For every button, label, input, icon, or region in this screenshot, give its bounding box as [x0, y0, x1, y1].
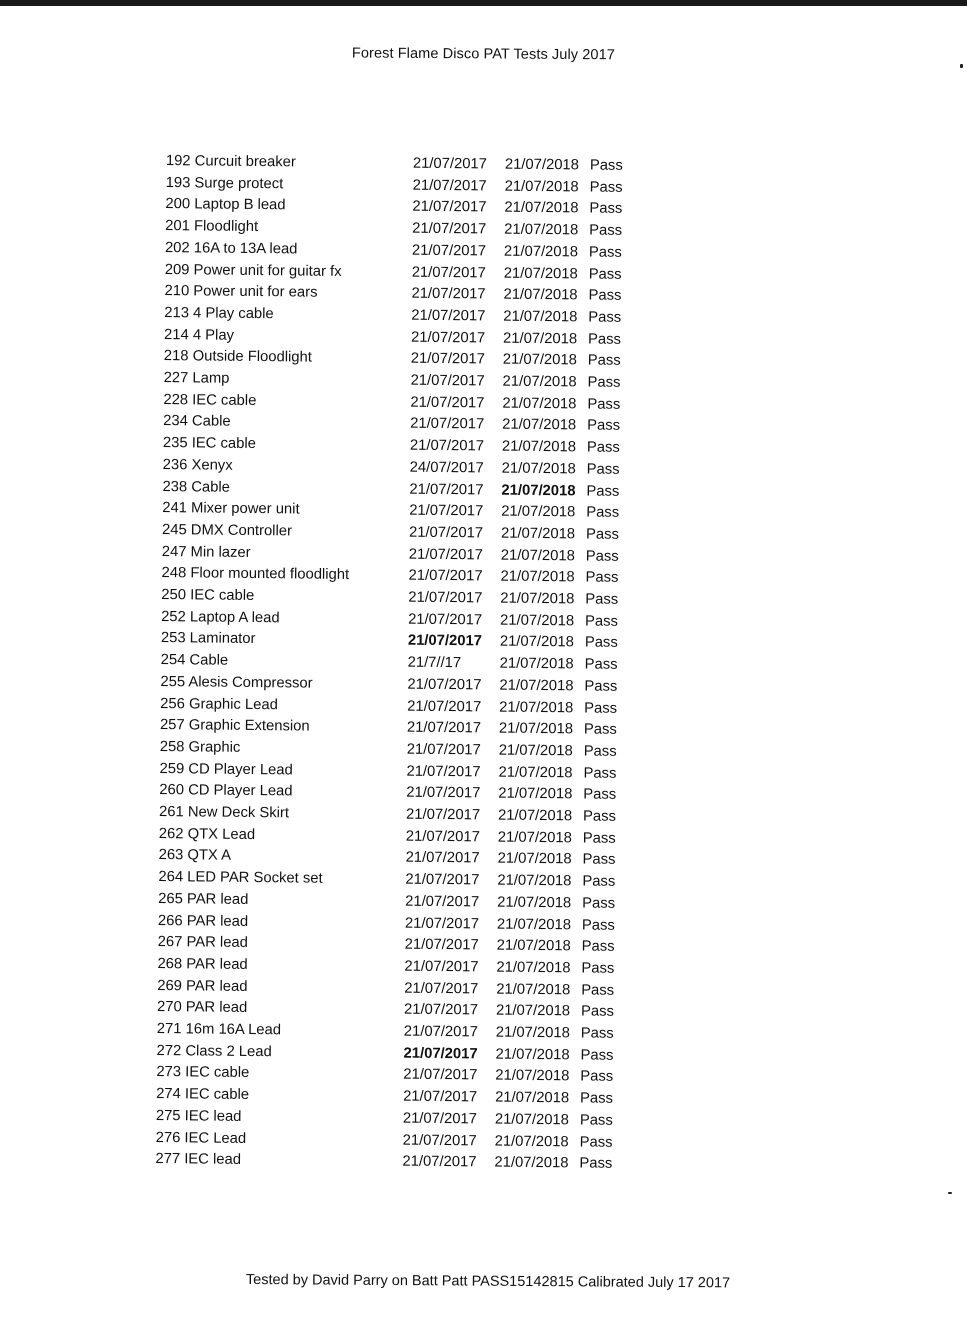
item-cell: 253 Laminator — [160, 630, 256, 648]
item-cell: 267 PAR lead — [157, 934, 249, 952]
due-date-cell: 21/07/2018 — [497, 894, 572, 912]
tested-date-cell: 21/07/2017 — [403, 1045, 478, 1063]
result-cell: Pass — [585, 569, 619, 587]
result-cell: Pass — [588, 244, 622, 261]
tested-date-cell: 21/07/2017 — [404, 936, 479, 954]
due-date-cell: 21/07/2018 — [502, 416, 577, 434]
result-cell: Pass — [588, 309, 622, 326]
tested-date-cell: 21/07/2017 — [410, 329, 486, 347]
item-cell: 245 DMX Controller — [161, 521, 293, 540]
scan-speck — [948, 1192, 952, 1194]
item-cell: 209 Power unit for guitar fx — [164, 261, 342, 280]
due-date-cell: 21/07/2018 — [499, 633, 575, 651]
result-cell: Pass — [580, 1090, 614, 1107]
item-cell: 277 IEC lead — [155, 1151, 242, 1169]
result-cell: Pass — [581, 938, 615, 955]
item-cell: 202 16A to 13A lead — [164, 239, 298, 258]
tested-date-cell: 21/07/2017 — [405, 893, 480, 911]
tested-date-cell: 21/07/2017 — [404, 915, 480, 932]
due-date-cell: 21/07/2018 — [499, 677, 574, 695]
tested-date-cell: 21/07/2017 — [404, 958, 479, 976]
tested-date-cell: 21/07/2017 — [402, 1110, 478, 1128]
result-cell: Pass — [580, 1003, 614, 1021]
item-cell: 262 QTX Lead — [158, 825, 256, 843]
tested-date-cell: 21/07/2017 — [403, 1066, 478, 1084]
item-cell: 238 Cable — [162, 478, 231, 496]
result-cell: Pass — [582, 873, 616, 890]
due-date-cell: 21/07/2018 — [500, 568, 575, 586]
result-cell: Pass — [583, 786, 617, 804]
tested-date-cell: 21/07/2017 — [409, 437, 485, 455]
due-date-cell: 21/07/2018 — [497, 850, 572, 868]
result-cell: Pass — [581, 960, 615, 977]
result-cell: Pass — [582, 851, 616, 869]
due-date-cell: 21/07/2018 — [501, 503, 576, 521]
due-date-cell: 21/07/2018 — [496, 981, 571, 998]
result-cell: Pass — [589, 200, 623, 218]
tested-date-cell: 21/07/2017 — [406, 719, 482, 737]
tested-date-cell: 21/07/2017 — [405, 806, 481, 824]
result-cell: Pass — [583, 765, 617, 782]
tested-date-cell: 21/07/2017 — [411, 307, 486, 325]
result-cell: Pass — [579, 1112, 613, 1129]
item-cell: 265 PAR lead — [158, 890, 249, 908]
due-date-cell: 21/07/2018 — [495, 1067, 570, 1085]
item-cell: 200 Laptop B lead — [165, 196, 286, 214]
tested-date-cell: 21/07/2017 — [412, 199, 487, 216]
item-cell: 192 Curcuit breaker — [165, 153, 296, 171]
result-cell: Pass — [588, 265, 622, 283]
due-date-cell: 21/07/2018 — [503, 286, 578, 304]
item-cell: 258 Graphic — [159, 738, 241, 756]
tested-date-cell: 21/07/2017 — [412, 155, 488, 173]
pat-test-list — [0, 149, 967, 1189]
due-date-cell: 21/07/2018 — [502, 351, 577, 369]
due-date-cell: 21/07/2018 — [503, 243, 579, 261]
due-date-cell: 21/07/2018 — [498, 764, 573, 781]
item-cell: 266 PAR lead — [157, 912, 249, 930]
due-date-cell: 21/07/2018 — [498, 785, 573, 803]
item-cell: 247 Min lazer — [161, 543, 251, 561]
item-cell: 241 Mixer power unit — [162, 500, 300, 518]
item-cell: 250 IEC cable — [161, 587, 255, 605]
item-cell: 236 Xenyx — [162, 456, 233, 474]
result-cell: Pass — [584, 678, 618, 695]
result-cell: Pass — [584, 634, 618, 652]
tested-date-cell: 21/07/2017 — [403, 1088, 478, 1106]
item-cell: 227 Lamp — [163, 370, 230, 387]
tested-date-cell: 21/07/2017 — [408, 611, 483, 629]
due-date-cell: 21/07/2018 — [499, 655, 574, 673]
tested-date-cell: 21/07/2017 — [410, 372, 485, 390]
tested-date-cell: 21/07/2017 — [408, 589, 483, 607]
result-cell: Pass — [587, 417, 621, 435]
tested-date-cell: 21/07/2017 — [412, 177, 487, 195]
due-date-cell: 21/07/2018 — [501, 460, 576, 478]
item-cell: 255 Alesis Compressor — [160, 673, 313, 692]
result-cell: Pass — [584, 656, 618, 673]
tested-date-cell: 21/07/2017 — [410, 394, 485, 412]
due-date-cell: 21/07/2018 — [504, 200, 579, 217]
due-date-cell: 21/07/2018 — [498, 742, 573, 760]
due-date-cell: 21/07/2018 — [496, 916, 572, 933]
due-date-cell: 21/07/2018 — [500, 547, 575, 564]
due-date-cell: 21/07/2018 — [494, 1154, 569, 1172]
due-date-cell: 21/07/2018 — [500, 525, 576, 543]
tested-date-cell: 21/07/2017 — [408, 567, 483, 585]
result-cell: Pass — [582, 808, 617, 825]
result-cell: Pass — [586, 482, 620, 500]
result-cell: Pass — [589, 222, 623, 239]
item-cell: 270 PAR lead — [156, 999, 248, 1017]
item-cell: 248 Floor mounted floodlight — [161, 565, 350, 584]
tested-date-cell: 24/07/2017 — [409, 459, 484, 477]
due-date-cell: 21/07/2018 — [495, 1046, 570, 1064]
result-cell: Pass — [586, 504, 620, 522]
tested-date-cell: 21/07/2017 — [407, 676, 482, 694]
result-cell: Pass — [585, 548, 619, 565]
result-cell: Pass — [585, 591, 619, 608]
result-cell: Pass — [587, 374, 621, 391]
result-cell: Pass — [581, 982, 615, 999]
page-title: Forest Flame Disco PAT Tests July 2017 — [351, 45, 615, 64]
result-cell: Pass — [586, 461, 620, 478]
due-date-cell: 21/07/2018 — [502, 330, 578, 347]
tested-date-cell: 21/07/2017 — [405, 871, 480, 889]
due-date-cell: 21/07/2018 — [498, 720, 574, 738]
item-cell: 214 4 Play — [163, 326, 235, 344]
item-cell: 269 PAR lead — [157, 977, 248, 995]
result-cell: Pass — [580, 1047, 614, 1064]
tested-date-cell: 21/07/2017 — [409, 502, 484, 520]
item-cell: 276 IEC Lead — [155, 1129, 247, 1147]
tested-date-cell: 21/07/2017 — [402, 1132, 477, 1149]
due-date-cell: 21/07/2018 — [504, 178, 579, 196]
tested-date-cell: 21/07/2017 — [408, 524, 484, 542]
due-date-cell: 21/07/2018 — [496, 959, 571, 977]
tested-date-cell: 21/07/2017 — [405, 850, 480, 867]
item-cell: 252 Laptop A lead — [161, 608, 280, 626]
result-cell: Pass — [585, 526, 619, 543]
due-date-cell: 21/07/2018 — [502, 395, 577, 413]
result-cell: Pass — [589, 157, 623, 174]
due-date-cell: 21/07/2018 — [497, 829, 572, 847]
item-cell: 273 IEC cable — [156, 1064, 250, 1082]
due-date-cell: 21/07/2018 — [497, 807, 573, 825]
tested-date-cell: 21/07/2017 — [406, 784, 481, 802]
tested-date-cell: 21/07/2017 — [403, 1001, 479, 1019]
tested-date-cell: 21/7//17 — [407, 654, 462, 672]
item-cell: 259 CD Player Lead — [159, 760, 293, 779]
due-date-cell: 21/07/2018 — [494, 1111, 570, 1129]
item-cell: 263 QTX A — [158, 847, 232, 865]
due-date-cell: 21/07/2018 — [494, 1133, 569, 1150]
due-date-cell: 21/07/2018 — [501, 438, 577, 456]
result-cell: Pass — [581, 916, 615, 934]
tested-date-cell: 21/07/2017 — [412, 220, 487, 238]
result-cell: Pass — [587, 352, 621, 370]
item-cell: 235 IEC cable — [162, 435, 256, 453]
item-cell: 201 Floodlight — [165, 218, 259, 236]
result-cell: Pass — [583, 743, 617, 760]
item-cell: 193 Surge protect — [165, 174, 284, 192]
due-date-cell: 21/07/2018 — [503, 265, 578, 282]
tested-date-cell: 21/07/2017 — [409, 481, 484, 498]
due-date-cell: 21/07/2018 — [503, 308, 578, 326]
tested-date-cell: 21/07/2017 — [411, 285, 486, 303]
due-date-cell: 21/07/2018 — [504, 156, 580, 174]
result-cell: Pass — [582, 830, 616, 847]
item-cell: 271 16m 16A Lead — [156, 1021, 282, 1039]
item-cell: 213 4 Play cable — [164, 304, 274, 323]
item-cell: 256 Graphic Lead — [160, 695, 278, 713]
tester-footer: Tested by David Parry on Batt Patt PASS15142815 Calibrated July 17 2017 — [245, 1272, 731, 1292]
result-cell: Pass — [586, 439, 620, 456]
item-cell: 275 IEC lead — [155, 1107, 242, 1125]
result-cell: Pass — [582, 895, 616, 912]
item-cell: 228 IEC cable — [163, 391, 257, 409]
item-cell: 264 LED PAR Socket set — [158, 869, 323, 887]
due-date-cell: 21/07/2018 — [497, 872, 572, 890]
due-date-cell: 21/07/2018 — [504, 221, 579, 239]
scan-speck — [960, 64, 963, 68]
tested-date-cell: 21/07/2017 — [402, 1153, 477, 1171]
scan-top-edge — [0, 0, 967, 6]
due-date-cell: 21/07/2018 — [495, 1089, 570, 1107]
due-date-cell: 21/07/2018 — [496, 937, 571, 955]
item-cell: 257 Graphic Extension — [159, 717, 310, 735]
item-cell: 254 Cable — [160, 652, 229, 669]
item-cell: 210 Power unit for ears — [164, 283, 318, 301]
due-date-cell: 21/07/2018 — [500, 612, 575, 630]
tested-date-cell: 21/07/2017 — [405, 828, 480, 846]
result-cell: Pass — [588, 287, 622, 305]
tested-date-cell: 21/07/2017 — [408, 546, 483, 563]
due-date-cell: 21/07/2018 — [499, 699, 574, 716]
item-cell: 234 Cable — [163, 413, 231, 431]
tested-date-cell: 21/07/2017 — [403, 1023, 478, 1041]
tested-date-cell: 21/07/2017 — [407, 698, 482, 715]
result-cell: Pass — [580, 1025, 614, 1042]
tested-date-cell: 21/07/2017 — [411, 242, 487, 260]
tested-date-cell: 21/07/2017 — [411, 264, 486, 281]
due-date-cell: 21/07/2018 — [502, 373, 577, 391]
result-cell: Pass — [579, 1155, 613, 1172]
tested-date-cell: 21/07/2017 — [406, 741, 481, 759]
tested-date-cell: 21/07/2017 — [410, 350, 485, 368]
item-cell: 261 New Deck Skirt — [158, 804, 290, 822]
result-cell: Pass — [584, 699, 618, 717]
tested-date-cell: 21/07/2017 — [404, 980, 479, 997]
tested-date-cell: 21/07/2017 — [410, 416, 485, 433]
result-cell: Pass — [587, 396, 621, 413]
result-cell: Pass — [583, 721, 617, 739]
result-cell: Pass — [579, 1133, 613, 1151]
item-cell: 274 IEC cable — [156, 1086, 250, 1104]
due-date-cell: 21/07/2018 — [500, 590, 575, 608]
result-cell: Pass — [585, 613, 619, 630]
tested-date-cell: 21/07/2017 — [407, 633, 483, 650]
due-date-cell: 21/07/2018 — [495, 1024, 570, 1042]
tested-date-cell: 21/07/2017 — [406, 763, 481, 780]
result-cell: Pass — [589, 179, 623, 196]
item-cell: 218 Outside Floodlight — [163, 348, 313, 366]
due-date-cell: 21/07/2018 — [495, 1002, 571, 1020]
result-cell: Pass — [580, 1068, 614, 1086]
due-date-cell: 21/07/2018 — [501, 482, 576, 499]
item-cell: 260 CD Player Lead — [159, 782, 293, 800]
item-cell: 268 PAR lead — [157, 955, 248, 973]
result-cell: Pass — [587, 331, 622, 348]
item-cell: 272 Class 2 Lead — [156, 1042, 272, 1060]
